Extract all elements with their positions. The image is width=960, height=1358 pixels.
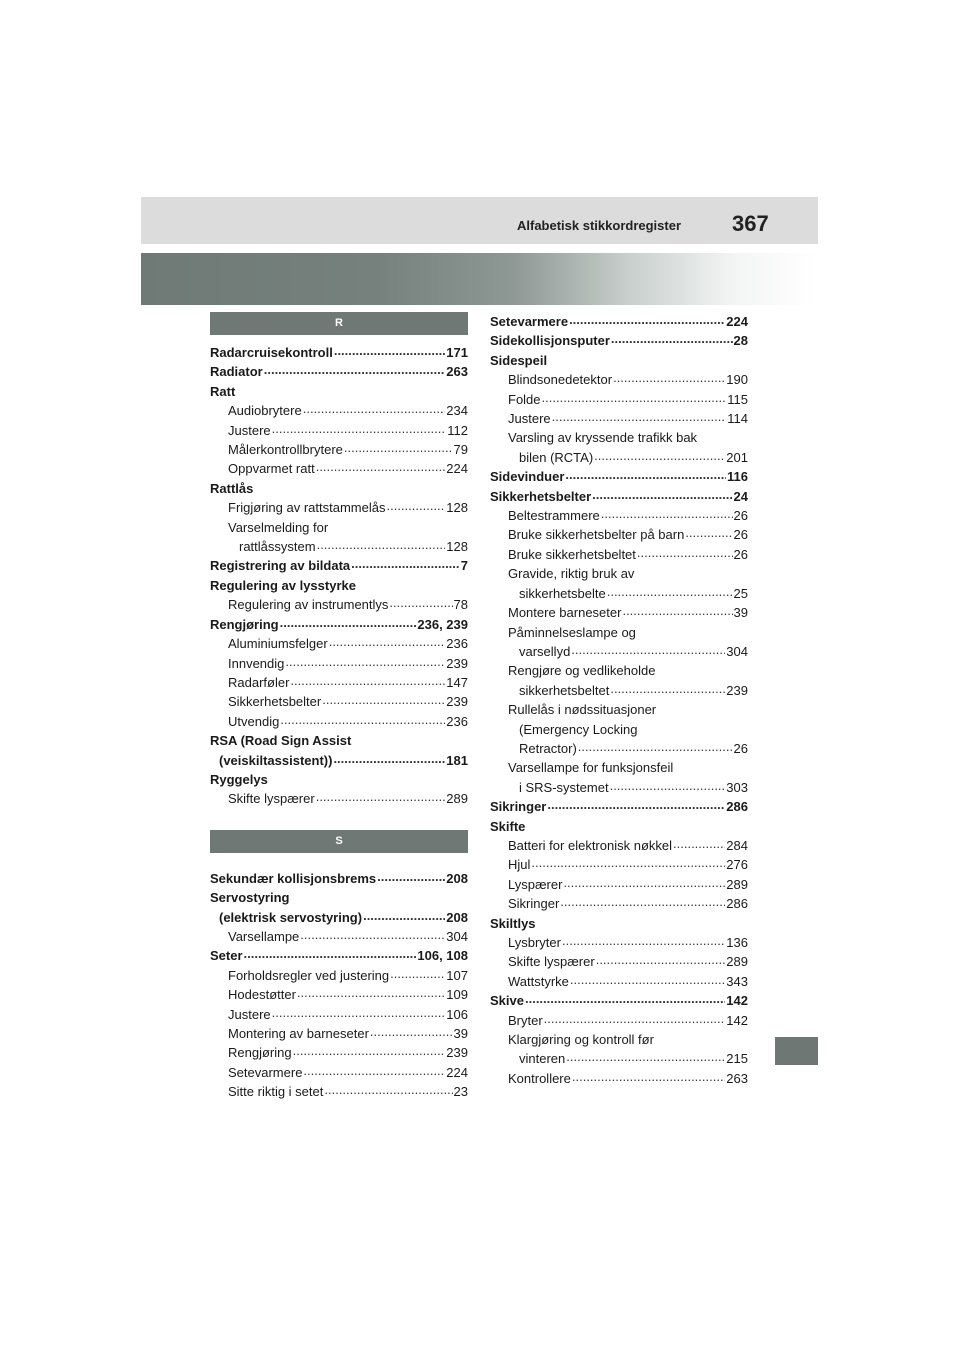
index-subentry: Montere barneseter ..... 39 bbox=[490, 603, 748, 622]
page-number: 367 bbox=[732, 211, 769, 236]
index-subentry: bilen (RCTA) ..... 201 bbox=[490, 448, 748, 467]
index-subentry: Kontrollere ..... 263 bbox=[490, 1069, 748, 1088]
decorative-band bbox=[141, 253, 818, 305]
index-subentry: Justere ..... 114 bbox=[490, 409, 748, 428]
index-subentry: Wattstyrke ..... 343 bbox=[490, 972, 748, 991]
index-subentry-line: Klargjøring og kontroll før bbox=[508, 1032, 654, 1048]
index-subentry: Montering av barneseter ..... 39 bbox=[210, 1024, 468, 1043]
section-header-s: S bbox=[210, 830, 468, 853]
index-subentry-line: Varsellampe for funksjonsfeil bbox=[508, 760, 674, 776]
index-subentry: Forholdsregler ved justering ..... 107 bbox=[210, 966, 468, 985]
index-entry: Sikkerhetsbelter ..... 24 bbox=[490, 487, 748, 506]
index-subentry: sikkerhetsbelte ..... 25 bbox=[490, 584, 748, 603]
index-entry: Sidevinduer ..... 116 bbox=[490, 467, 748, 486]
index-subentry: Hodestøtter ..... 109 bbox=[210, 985, 468, 1004]
index-subentry: Utvendig ..... 236 bbox=[210, 712, 468, 731]
chapter-tab bbox=[775, 1037, 818, 1065]
index-subentry: Radarføler ..... 147 bbox=[210, 673, 468, 692]
index-subentry-line: Rengjøre og vedlikeholde bbox=[508, 663, 656, 679]
index-heading: Ryggelys bbox=[210, 771, 268, 787]
index-entry: Sidekollisjonsputer ..... 28 bbox=[490, 331, 748, 350]
index-subentry: Folde ..... 115 bbox=[490, 390, 748, 409]
index-subentry-line: Varsling av kryssende trafikk bak bbox=[508, 430, 698, 446]
index-entry: (veiskiltassistent)) ..... 181 bbox=[210, 751, 468, 770]
index-subentry: Bruke sikkerhetsbeltet ..... 26 bbox=[490, 545, 748, 564]
index-column-left bbox=[210, 312, 468, 1102]
index-subentry-line: Påminnelseslampe og bbox=[508, 624, 636, 640]
index-heading: Sidespeil bbox=[490, 352, 548, 368]
index-heading: Regulering av lysstyrke bbox=[210, 577, 356, 593]
index-subentry-line: Gravide, riktig bruk av bbox=[508, 566, 635, 582]
header-title: Alfabetisk stikkordregister bbox=[517, 218, 682, 233]
index-subentry: Justere ..... 112 bbox=[210, 421, 468, 440]
section-header-r: R bbox=[210, 312, 468, 335]
index-subentry: Frigjøring av rattstammelås ..... 128 bbox=[210, 498, 468, 517]
index-subentry: Batteri for elektronisk nøkkel ..... 284 bbox=[490, 836, 748, 855]
index-subentry: sikkerhetsbeltet ..... 239 bbox=[490, 681, 748, 700]
index-subentry-line: Rullelås i nødssituasjoner bbox=[508, 702, 657, 718]
index-subentry: Skifte lyspærer ..... 289 bbox=[490, 952, 748, 971]
index-entry: Skive ..... 142 bbox=[490, 991, 748, 1010]
index-subentry: Skifte lyspærer ..... 289 bbox=[210, 789, 468, 808]
header-bar bbox=[141, 197, 818, 244]
index-subentry: Sikringer ..... 286 bbox=[490, 894, 748, 913]
index-subentry-line: Varselmelding for bbox=[228, 519, 329, 535]
index-subentry-line: (Emergency Locking bbox=[519, 721, 638, 737]
index-subentry: Sitte riktig i setet ..... 23 bbox=[210, 1082, 468, 1101]
index-entry: Radiator ..... 263 bbox=[210, 362, 468, 381]
index-entry: Radarcruisekontroll ..... 171 bbox=[210, 343, 468, 362]
index-subentry: Bruke sikkerhetsbelter på barn ..... 26 bbox=[490, 525, 748, 544]
index-subentry: varsellyd ..... 304 bbox=[490, 642, 748, 661]
index-heading: Ratt bbox=[210, 383, 236, 399]
index-entry: Registrering av bildata ..... 7 bbox=[210, 556, 468, 575]
index-subentry: Audiobrytere ..... 234 bbox=[210, 401, 468, 420]
index-entry: Seter ..... 106, 108 bbox=[210, 946, 468, 965]
index-entry: Sekundær kollisjonsbrems ..... 208 bbox=[210, 869, 468, 888]
index-subentry: Lysbryter ..... 136 bbox=[490, 933, 748, 952]
index-subentry: Rengjøring ..... 239 bbox=[210, 1043, 468, 1062]
index-subentry: Setevarmere ..... 224 bbox=[210, 1063, 468, 1082]
index-subentry: Retractor) ..... 26 bbox=[490, 739, 748, 758]
index-subentry: Hjul ..... 276 bbox=[490, 855, 748, 874]
index-subentry: Blindsonedetektor ..... 190 bbox=[490, 370, 748, 389]
index-subentry: Sikkerhetsbelter ..... 239 bbox=[210, 692, 468, 711]
index-subentry: Lyspærer ..... 289 bbox=[490, 875, 748, 894]
index-subentry: Innvendig ..... 239 bbox=[210, 654, 468, 673]
index-heading: Servostyring bbox=[210, 890, 290, 906]
index-subentry: Beltestrammere ..... 26 bbox=[490, 506, 748, 525]
index-heading: Skiltlys bbox=[490, 915, 536, 931]
index-entry: Setevarmere ..... 224 bbox=[490, 312, 748, 331]
index-subentry: Aluminiumsfelger ..... 236 bbox=[210, 634, 468, 653]
index-subentry: Justere ..... 106 bbox=[210, 1005, 468, 1024]
index-subentry: vinteren ..... 215 bbox=[490, 1049, 748, 1068]
index-heading: Rattlås bbox=[210, 480, 254, 496]
index-heading: RSA (Road Sign Assist bbox=[210, 733, 352, 749]
index-subentry: Varsellampe ..... 304 bbox=[210, 927, 468, 946]
index-subentry: i SRS-systemet ..... 303 bbox=[490, 778, 748, 797]
index-subentry: Regulering av instrumentlys ..... 78 bbox=[210, 595, 468, 614]
index-subentry: Bryter ..... 142 bbox=[490, 1011, 748, 1030]
index-subentry: rattlåssystem ..... 128 bbox=[210, 537, 468, 556]
index-heading: Skifte bbox=[490, 818, 526, 834]
index-entry: (elektrisk servostyring) ..... 208 bbox=[210, 908, 468, 927]
index-entry: Rengjøring ..... 236, 239 bbox=[210, 615, 468, 634]
index-entry: Sikringer ..... 286 bbox=[490, 797, 748, 816]
index-subentry: Oppvarmet ratt ..... 224 bbox=[210, 459, 468, 478]
index-subentry: Målerkontrollbrytere ..... 79 bbox=[210, 440, 468, 459]
index-column-right bbox=[490, 312, 748, 1088]
